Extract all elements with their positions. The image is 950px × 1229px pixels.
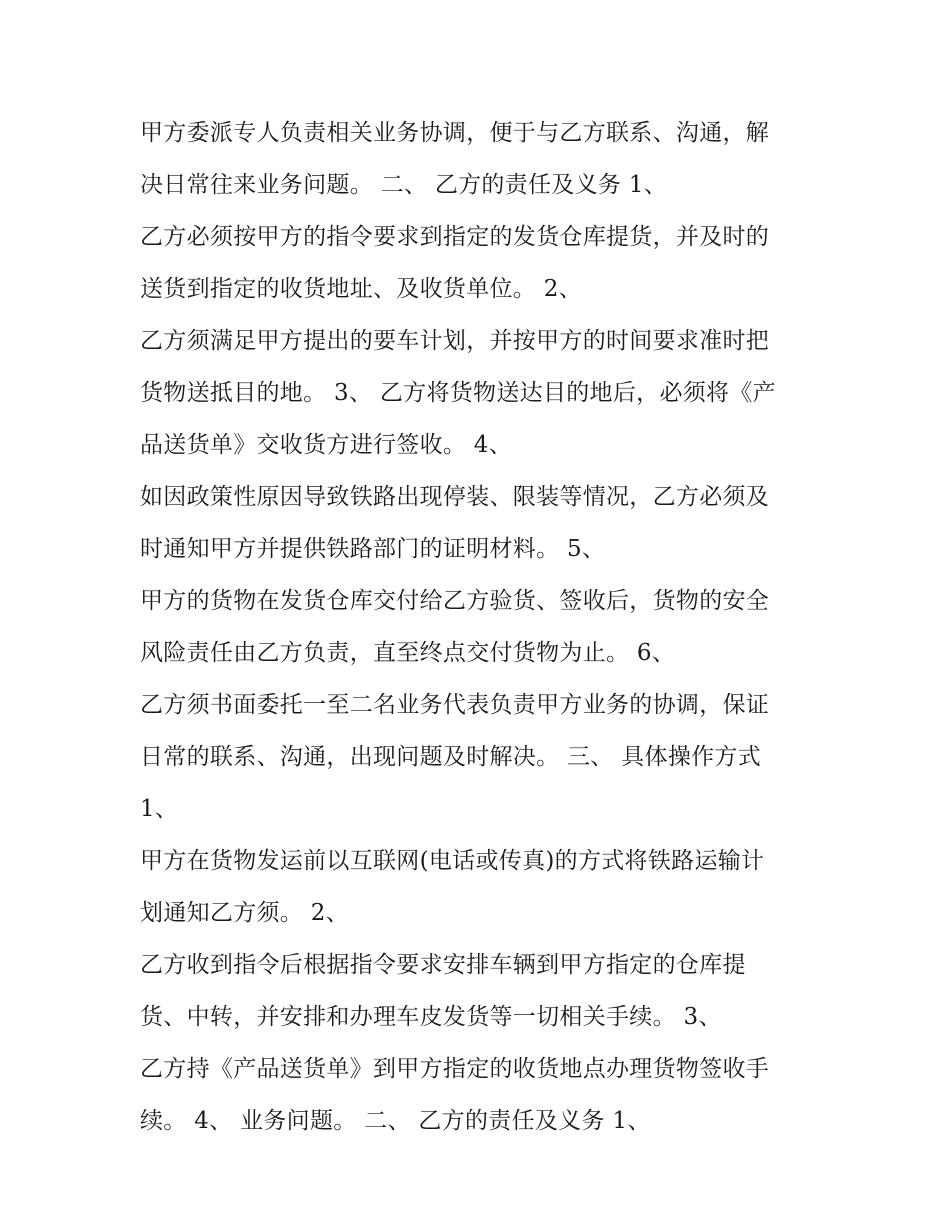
text-line: 如因政策性原因导致铁路出现停装、限装等情况，乙方必须及: [140, 484, 770, 510]
document-body: [140, 107, 820, 1147]
text-line: 决日常往来业务问题。 二、 乙方的责任及义务 1、: [140, 172, 668, 198]
text-line: 划通知乙方须。 2、: [140, 900, 349, 926]
text-line: 1、: [140, 796, 179, 822]
text-line: 乙方须书面委托一至二名业务代表负责甲方业务的协调，保证: [140, 692, 770, 718]
text-line: 续。 4、 业务问题。 二、 乙方的责任及义务 1、: [140, 1108, 651, 1134]
text-line: 乙方持《产品送货单》到甲方指定的收货地点办理货物签收手: [140, 1056, 770, 1082]
text-line: 甲方在货物发运前以互联网(电话或传真)的方式将铁路运输计: [140, 848, 765, 874]
text-line: 品送货单》交收货方进行签收。 4、: [140, 432, 513, 458]
text-line: 风险责任由乙方负责，直至终点交付货物为止。 6、: [140, 640, 676, 666]
text-line: 乙方必须按甲方的指令要求到指定的发货仓库提货，并及时的: [140, 224, 770, 250]
text-line: 乙方收到指令后根据指令要求安排车辆到甲方指定的仓库提: [140, 952, 746, 978]
text-line: 货物送抵目的地。 3、 乙方将货物送达目的地后，必须将《产: [140, 380, 776, 406]
text-line: 送货到指定的收货地址、及收货单位。 2、: [140, 276, 582, 302]
text-line: 货、中转，并安排和办理车皮发货等一切相关手续。 3、: [140, 1004, 722, 1030]
text-line: 甲方的货物在发货仓库交付给乙方验货、签收后，货物的安全: [140, 588, 770, 614]
text-line: 日常的联系、沟通，出现问题及时解决。 三、 具体操作方式: [140, 744, 762, 770]
text-line: 乙方须满足甲方提出的要车计划，并按甲方的时间要求准时把: [140, 328, 770, 354]
text-line: 甲方委派专人负责相关业务协调，便于与乙方联系、沟通，解: [140, 120, 770, 146]
text-line: 时通知甲方并提供铁路部门的证明材料。 5、: [140, 536, 606, 562]
